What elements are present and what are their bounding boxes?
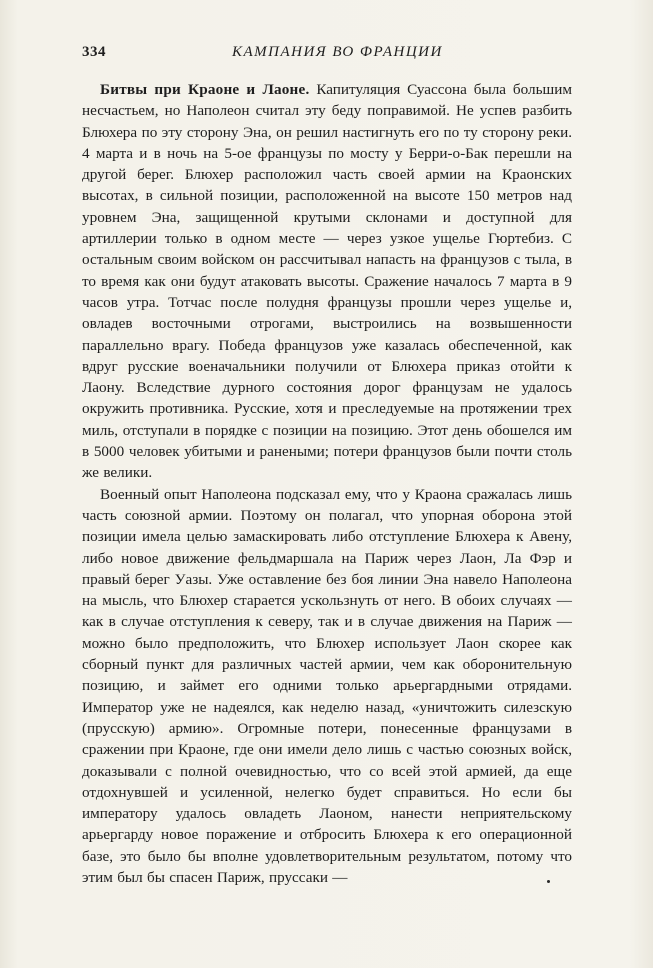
paragraph-1	[82, 79, 572, 484]
ink-speck	[547, 880, 550, 883]
paragraph-1-text: Капитуляция Суассона была большим несчастьем, но Наполеон считал эту беду поправимой. Не успев разбить Блюхера по эту сторону Эна, он решил настигнуть его по ту сторону реки. 4 марта и в ночь на 5-ое французы по мосту у Берри-о-Бак перешли на другой берег. Блюхер расположил часть своей армии на Краонских высотах, в сильной позиции, расположенной на высоте 150 метров над уровнем Эна, защищенной крутыми склонами и доступной для артиллерии только в одном месте — через узкое ущелье Гюртебиз. С остальным своим войском он рассчитывал напасть на французов с тыла, в то время как они будут атаковать высоты. Сражение началось 7 марта в 9 часов утра. Тотчас после полудня французы прошли через ущелье и, овладев восточными отрогами, выстроились на возвышенности параллельно врагу. Победа французов уже казалась обеспеченной, как вдруг русские военачальники получили от Блюхера приказ отойти к Лаону. Вследствие дурного состояния дорог французам не удалось окружить противника. Русские, хотя и преследуемые на протяжении трех миль, отступали в порядке с позиции на позицию. Этот день обошелся им в 5000 человек убитыми и ранеными; потери французов были почти столь же велики.	[82, 81, 572, 482]
body-text	[82, 79, 572, 888]
running-title: КАМПАНИЯ ВО ФРАНЦИИ	[232, 44, 443, 60]
section-heading: Битвы при Краоне и Лаоне.	[100, 81, 310, 98]
page-number: 334	[82, 44, 106, 60]
page-header	[82, 44, 572, 66]
paragraph-2-text: Военный опыт Наполеона подсказал ему, что у Краона сражалась лишь часть союзной армии. Поэтому он полагал, что упорная оборона этой позиции имела целью замаскировать либо отступление Блюхера к Авену, либо новое движение фельдмаршала на Париж через Лаон, Ла Фэр и правый берег Уазы. Уже оставление без боя линии Эна навело Наполеона на мысль, что Блюхер старается ускользнуть от него. В обоих случаях — как в случае отступления к северу, так и в случае движения на Париж — можно было предположить, что Блюхер использует Лаон скорее как сборный пункт для различных частей армии, чем как оборонительную позицию, и займет его одними только арьергардными отрядами. Император уже не надеялся, как неделю назад, «уничтожить силезскую (прусскую) армию». Огромные потери, понесенные французами в сражении при Краоне, где они имели дело лишь с частью союзных войск, доказывали с полной очевидностью, что со всей этой армией, да еще отдохнувшей и усиленной, нелегко будет справиться. Но если бы императору удалось овладеть Лаоном, нанести неприятельскому арьергарду новое поражение и отбросить Блюхера к его операционной базе, это было бы вполне удовлетворительным результатом, потому что этим был бы спасен Париж, пруссаки —	[82, 485, 572, 886]
paragraph-2	[82, 484, 572, 889]
